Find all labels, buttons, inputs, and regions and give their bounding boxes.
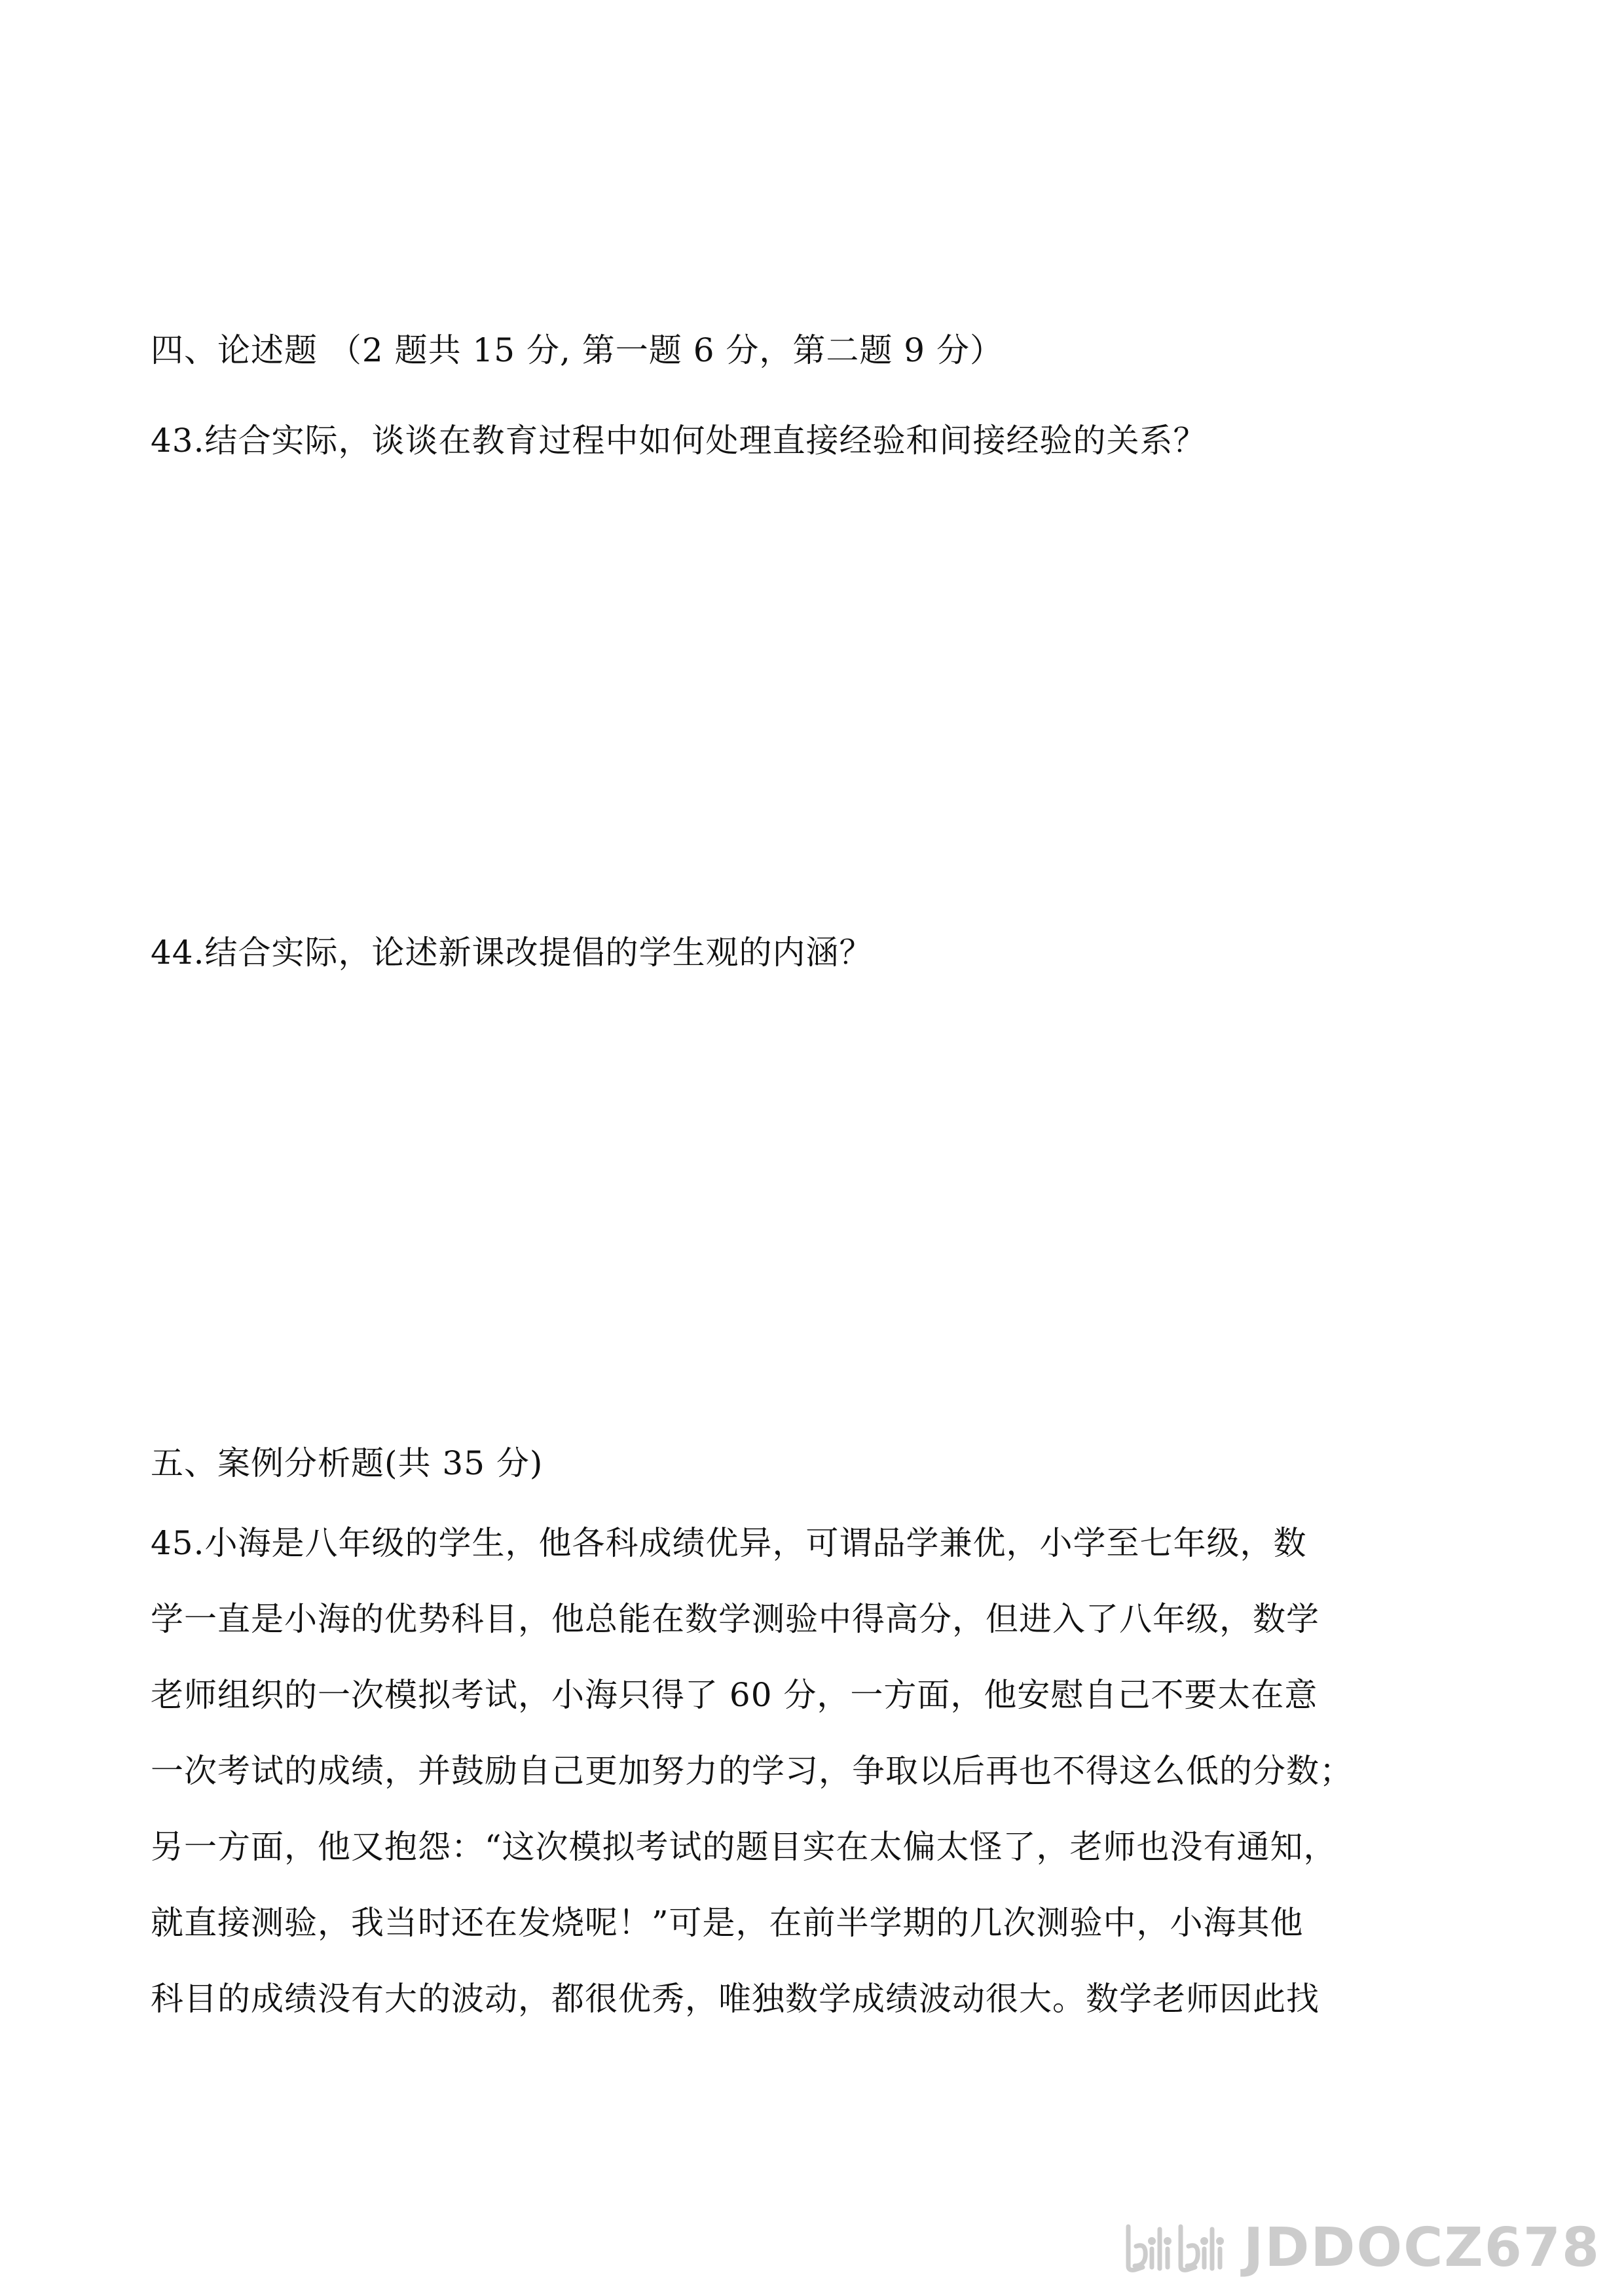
- question-44: 44.结合实际，论述新课改提倡的学生观的内涵？: [151, 934, 873, 972]
- case-line: 一次考试的成绩，并鼓励自己更加努力的学习，争取以后再也不得这么低的分数；: [151, 1752, 1353, 1790]
- case-line: 科目的成绩没有大的波动，都很优秀，唯独数学成绩波动很大。数学老师因此找: [151, 1980, 1320, 2018]
- case-line: 学一直是小海的优势科目，他总能在数学测验中得高分，但进入了八年级，数学: [151, 1600, 1320, 1638]
- case-line: 另一方面，他又抱怨：“这次模拟考试的题目实在太偏太怪了，老师也没有通知，: [151, 1828, 1337, 1866]
- section-5-heading: 五、案例分析题(共 35 分): [151, 1444, 544, 1482]
- case-line: 就直接测验，我当时还在发烧呢！”可是，在前半学期的几次测验中，小海其他: [151, 1904, 1304, 1942]
- section-4-heading: 四、论述题 （2 题共 15 分, 第一题 6 分，第二题 9 分）: [151, 331, 1003, 369]
- case-line: 老师组织的一次模拟考试，小海只得了 60 分，一方面，他安慰自己不要太在意: [151, 1676, 1318, 1714]
- watermark: [1120, 2217, 1600, 2279]
- case-45-paragraph: [151, 1520, 1480, 2052]
- watermark-text: JDDOCZ678: [1243, 2217, 1600, 2279]
- bilibili-logo-icon: [1120, 2220, 1232, 2276]
- question-43: 43.结合实际，谈谈在教育过程中如何处理直接经验和间接经验的关系？: [151, 422, 1207, 460]
- case-line: 45.小海是八年级的学生，他各科成绩优异，可谓品学兼优，小学至七年级，数: [151, 1524, 1307, 1562]
